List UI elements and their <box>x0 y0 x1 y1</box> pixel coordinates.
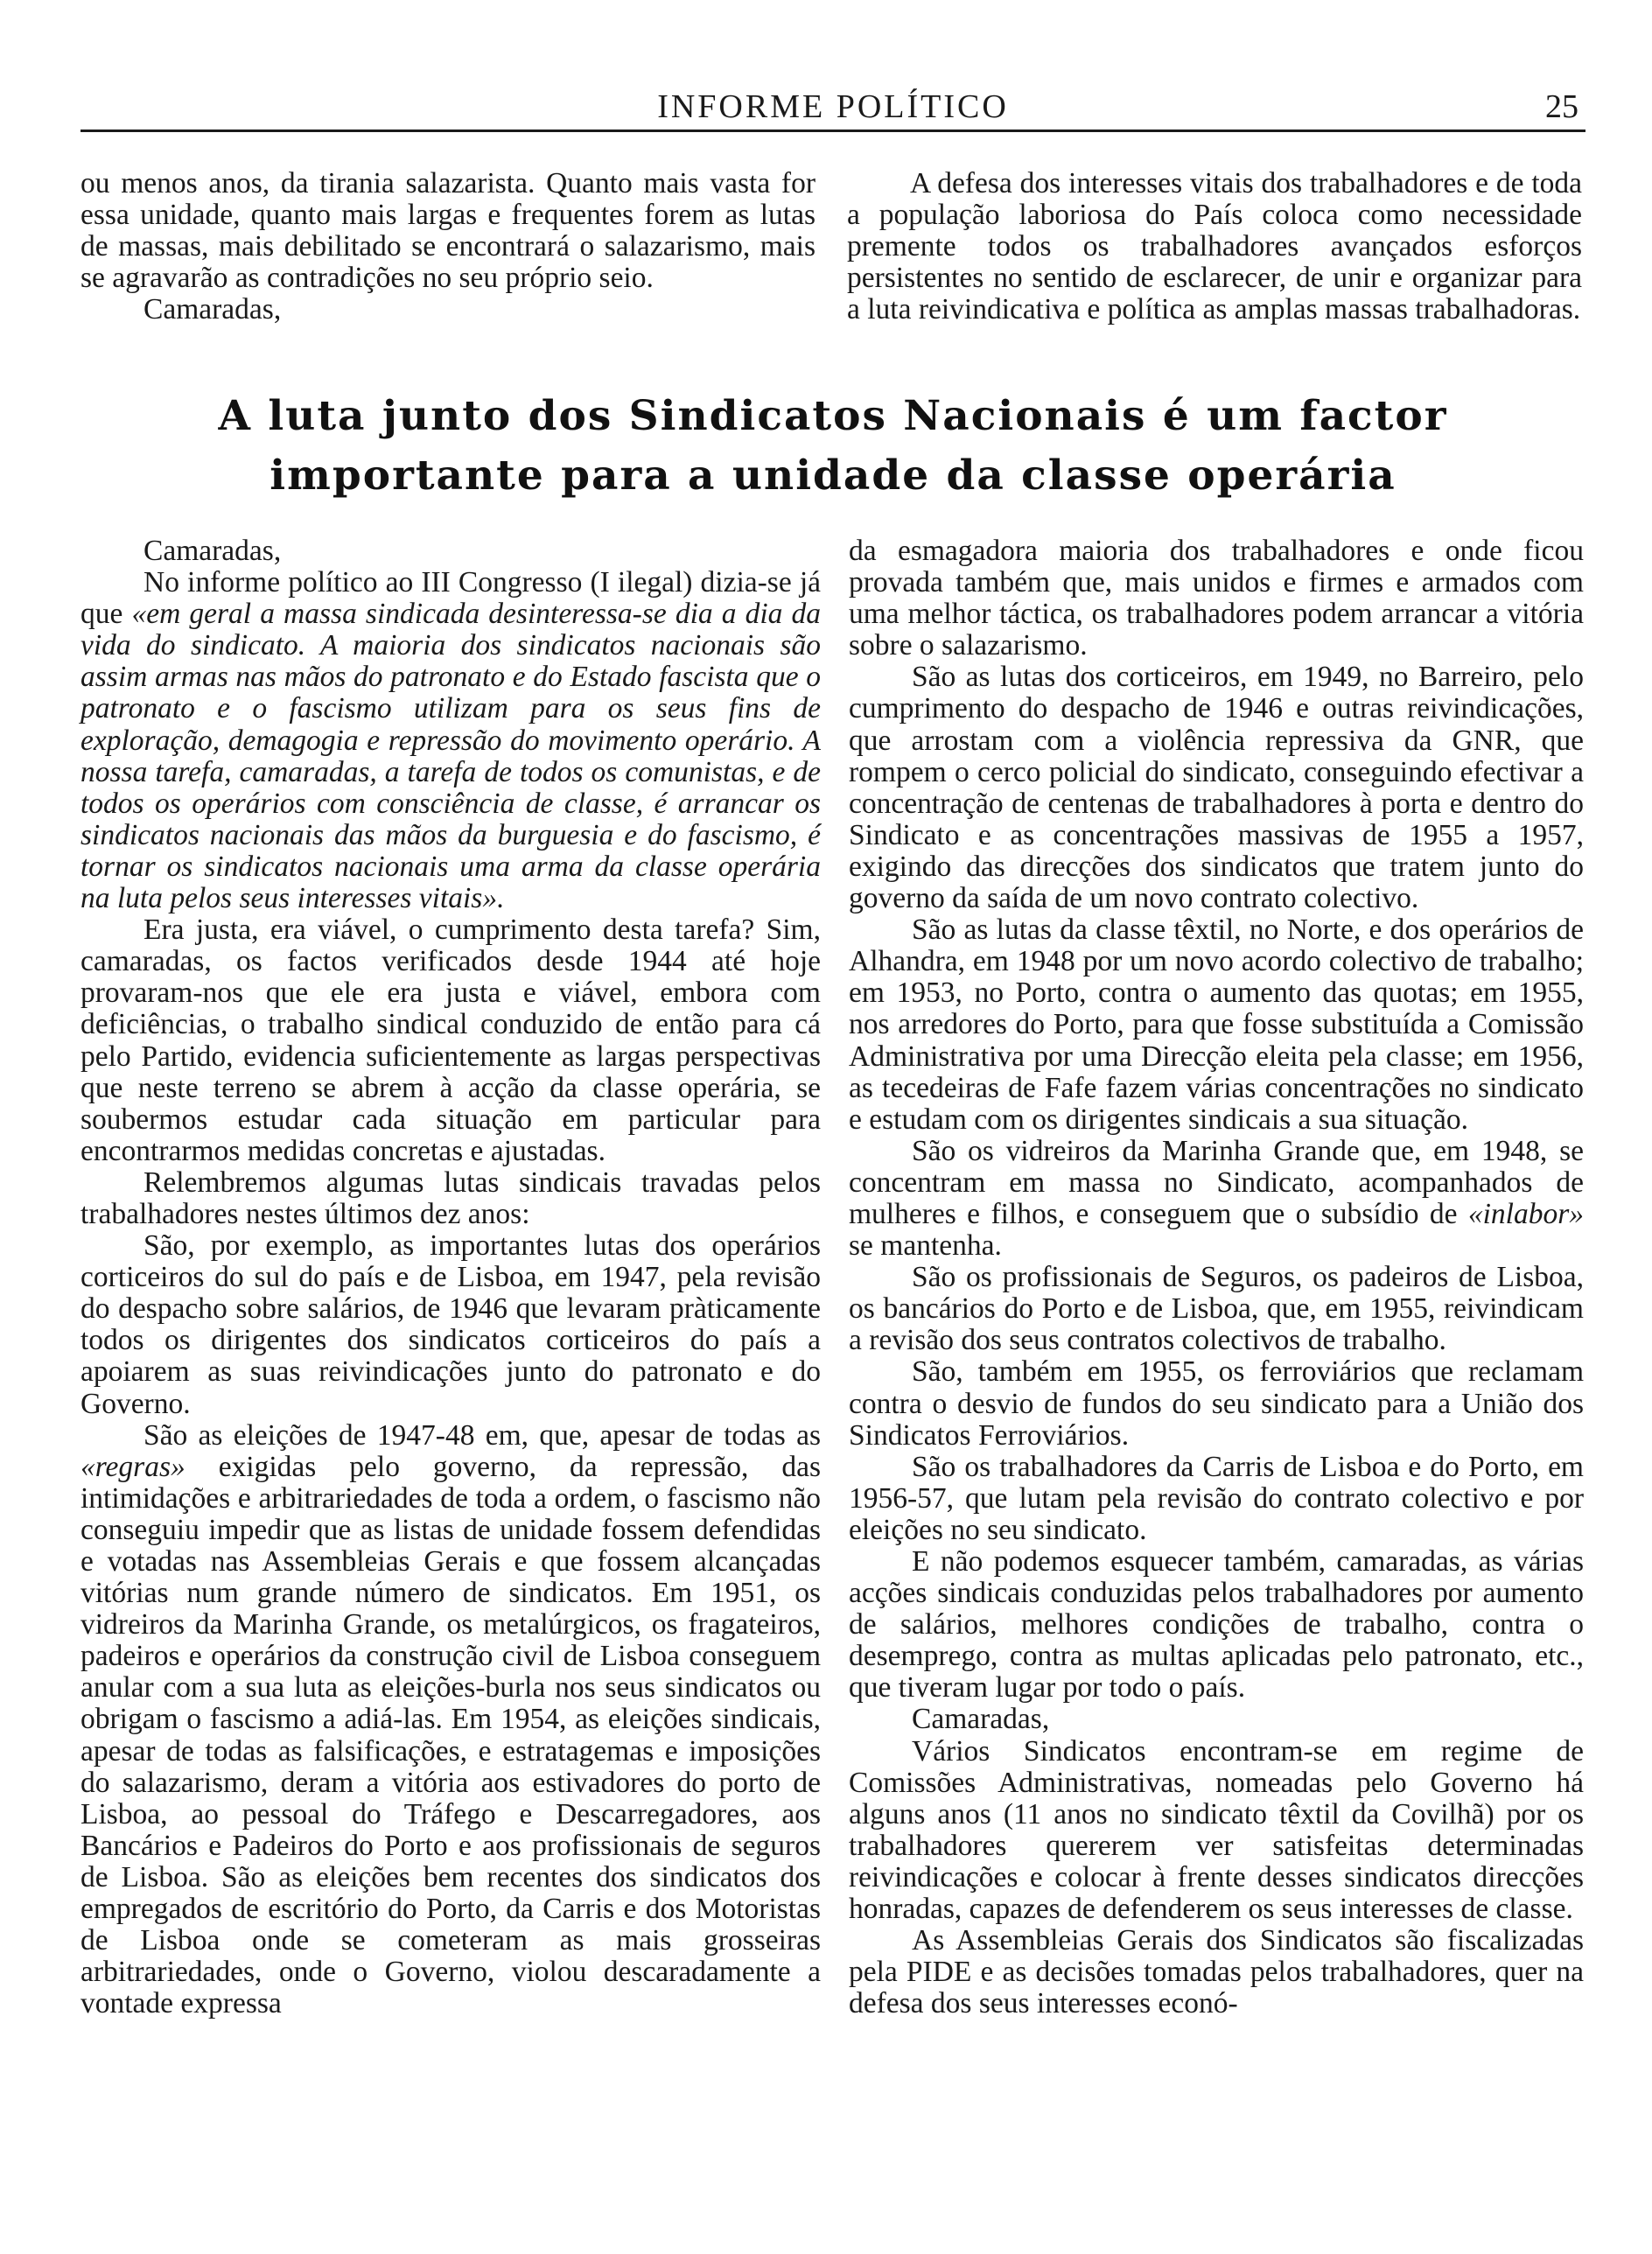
right-paragraph-4-before: São os vidreiros da Marinha Grande que, em 1948, se concentram em massa no Sindicato, acompanhados de mulheres e filhos, e conseguem que o subsídio de <box>849 1134 1584 1230</box>
right-paragraph-2: São as lutas dos corticeiros, em 1949, no Barreiro, pelo cumprimento do despacho de 1946 e outras reivindicações, que arrostam com a violência repressiva da GNR, que rompem o cerco policial do sindicato, conseguindo efectivar a concentração de centenas de trabalhadores à porta e dentro do Sindicato e as concentrações massivas de 1955 a 1957, exigindo das direcções dos sindicatos que tratem junto do governo da saída de um novo contrato colectivo. <box>849 661 1584 915</box>
top-left-column <box>80 168 816 326</box>
right-paragraph-4-quote: «inlabor» <box>1467 1197 1584 1230</box>
top-left-paragraph: ou menos anos, da tirania salazarista. Quanto mais vasta for essa unidade, quanto mais largas e frequentes forem as lutas de massas, mais debilitado se encontrará o salazarismo, mais se agravarão as contradições no seu próprio seio. <box>80 167 816 295</box>
running-title: INFORME POLÍTICO <box>657 88 1009 125</box>
body-right-column <box>849 536 1584 2020</box>
left-paragraph-5 <box>80 1420 821 2020</box>
right-paragraph-9: Vários Sindicatos encontram-se em regime de Comissões Administrativas, nomeadas pelo Governo há alguns anos (11 anos no sindicato têxtil da Covilhã) por os trabalhadores quererem ver satisfeitas determinadas reivindicações e colocar à frente desses sindicatos direcções honradas, capazes de defenderem os seus interesses de classe. <box>849 1734 1584 1926</box>
left-paragraph-1-quote: «em geral a massa sindicada desinteressa-se dia a dia da vida do sindicato. A maioria dos sindicatos nacionais são assim armas nas mãos do patronato e do Estado fascista que o patronato e o fascismo utilizam para os seus fins de exploração, demagogia e repressão do movimento operário. A nossa tarefa, camaradas, a tarefa de todos os comunistas, e de todos os operários com consciência de classe, é arrancar os sindicatos nacionais das mãos da burguesia e do fascismo, é tornar os sindicatos nacionais uma arma da classe operária na luta pelos seus interesses vitais». <box>80 598 821 915</box>
running-header <box>80 84 1586 132</box>
top-right-paragraph: A defesa dos interesses vitais dos trabalhadores e de toda a população laboriosa do País coloca como necessidade premente todos os trabalhadores avançados esforços persistentes no sentido de esclarecer, de unir e organizar para a luta reivindicativa e política as amplas massas trabalhadoras. <box>847 167 1582 326</box>
top-right-column <box>847 168 1582 326</box>
right-paragraph-1: da esmagadora maioria dos trabalhadores e onde ficou provada também que, mais unidos e firmes e armados com uma melhor táctica, os trabalhadores podem arrancar a vitória sobre o salazarismo. <box>849 535 1584 662</box>
left-paragraph-5-after: exigidas pelo governo, da repressão, das intimidações e arbitrariedades de toda a ordem, o fascismo não conseguiu impedir que as listas de unidade fossem defendidas e votadas nas Assembleias Gerais e que fossem alcançadas vitórias num grande número de sindicatos. Em 1951, os vidreiros da Marinha Grande, os metalúrgicos, os fragateiros, padeiros e operários da construção civil de Lisboa conseguem anular com a sua luta as eleições-burla nos seus sindicatos ou obrigam o fascismo a adiá-las. Em 1954, as eleições sindicais, apesar de todas as falsificações, e estratagemas e imposições do salazarismo, deram a vitória aos estivadores do porto de Lisboa, ao pessoal do Tráfego e Descarregadores, aos Bancários e Padeiros do Porto e aos profissionais de seguros de Lisboa. São as eleições bem recentes dos sindicatos dos empregados de escritório do Porto, da Carris e dos Motoristas de Lisboa onde se cometeram as mais grosseiras arbitrariedades, onde o Governo, violou descaradamente a vontade expressa <box>80 1450 821 2020</box>
right-paragraph-7: São os trabalhadores da Carris de Lisboa e do Porto, em 1956-57, que lutam pela revisão do contrato colectivo e por eleições no seu sindicato. <box>849 1450 1584 1546</box>
left-paragraph-3: Relembremos algumas lutas sindicais travadas pelos trabalhadores nestes últimos dez anos: <box>80 1166 821 1230</box>
right-paragraph-6: São, também em 1955, os ferroviários que reclamam contra o desvio de fundos do seu sindicato para a União dos Sindicatos Ferroviários. <box>849 1355 1584 1452</box>
headline-line-1: A luta junto dos Sindicatos Nacionais é um factor <box>218 392 1448 440</box>
left-paragraph-5-before: São as eleições de 1947-48 em, que, apesar de todas as <box>144 1418 821 1452</box>
right-paragraph-8: E não podemos esquecer também, camaradas, as várias acções sindicais conduzidas pelos trabalhadores por aumento de salários, melhores condições de trabalho, contra o desemprego, contra as multas aplicadas pelo patronato, etc., que tiveram lugar por todo o país. <box>849 1545 1584 1704</box>
right-paragraph-3: São as lutas da classe têxtil, no Norte, e dos operários de Alhandra, em 1948 por um novo acordo colectivo de trabalho; em 1953, no Porto, contra o aumento das quotas; em 1955, nos arredores do Porto, para que fosse substituída a Comissão Administrativa por uma Direcção eleita pela classe; em 1956, as tecedeiras de Fafe fazem várias concentrações no sindicato e estudam com os dirigentes sindicais a sua situação. <box>849 914 1584 1136</box>
section-headline <box>80 387 1586 506</box>
right-salutation: Camaradas, <box>912 1703 1050 1736</box>
right-paragraph-5: São os profissionais de Seguros, os padeiros de Lisboa, os bancários do Porto e de Lisboa, que, em 1955, reivindicam a revisão dos seus contratos colectivos de trabalho. <box>849 1261 1584 1357</box>
top-left-salutation: Camaradas, <box>144 293 282 326</box>
left-paragraph-1 <box>80 567 821 914</box>
left-paragraph-5-quote: «regras» <box>80 1450 186 1483</box>
right-paragraph-4 <box>849 1136 1584 1262</box>
body-left-column <box>80 536 821 2020</box>
right-paragraph-4-after: se mantenha. <box>849 1229 1002 1263</box>
right-paragraph-10: As Assembleias Gerais dos Sindicatos são fiscalizadas pela PIDE e as decisões tomadas pelos trabalhadores, quer na defesa dos seus interesses econó- <box>849 1924 1584 2020</box>
left-paragraph-4: São, por exemplo, as importantes lutas dos operários corticeiros do sul do país e de Lisboa, em 1947, pela revisão do despacho sobre salários, de 1946 que levaram pràticamente todos os dirigentes dos sindicatos corticeiros do país a apoiarem as suas reivindicações junto do patronato e do Governo. <box>80 1229 821 1420</box>
page-number: 25 <box>1545 88 1578 125</box>
headline-line-2: importante para a unidade da classe operária <box>270 452 1396 500</box>
left-paragraph-2: Era justa, era viável, o cumprimento desta tarefa? Sim, camaradas, os factos verificados desde 1944 até hoje provaram-nos que ele era justa e viável, embora com deficiências, o trabalho sindical conduzido de então para cá pelo Partido, evidencia suficientemente as largas perspectivas que neste terreno se abrem à acção da classe operária, se soubermos estudar cada situação em particular para encontrarmos medidas concretas e ajustadas. <box>80 914 821 1167</box>
left-salutation: Camaradas, <box>144 535 282 567</box>
left-paragraph-1-intro: No informe político ao III Congresso (I ilegal) dizia-se já que <box>80 566 821 631</box>
